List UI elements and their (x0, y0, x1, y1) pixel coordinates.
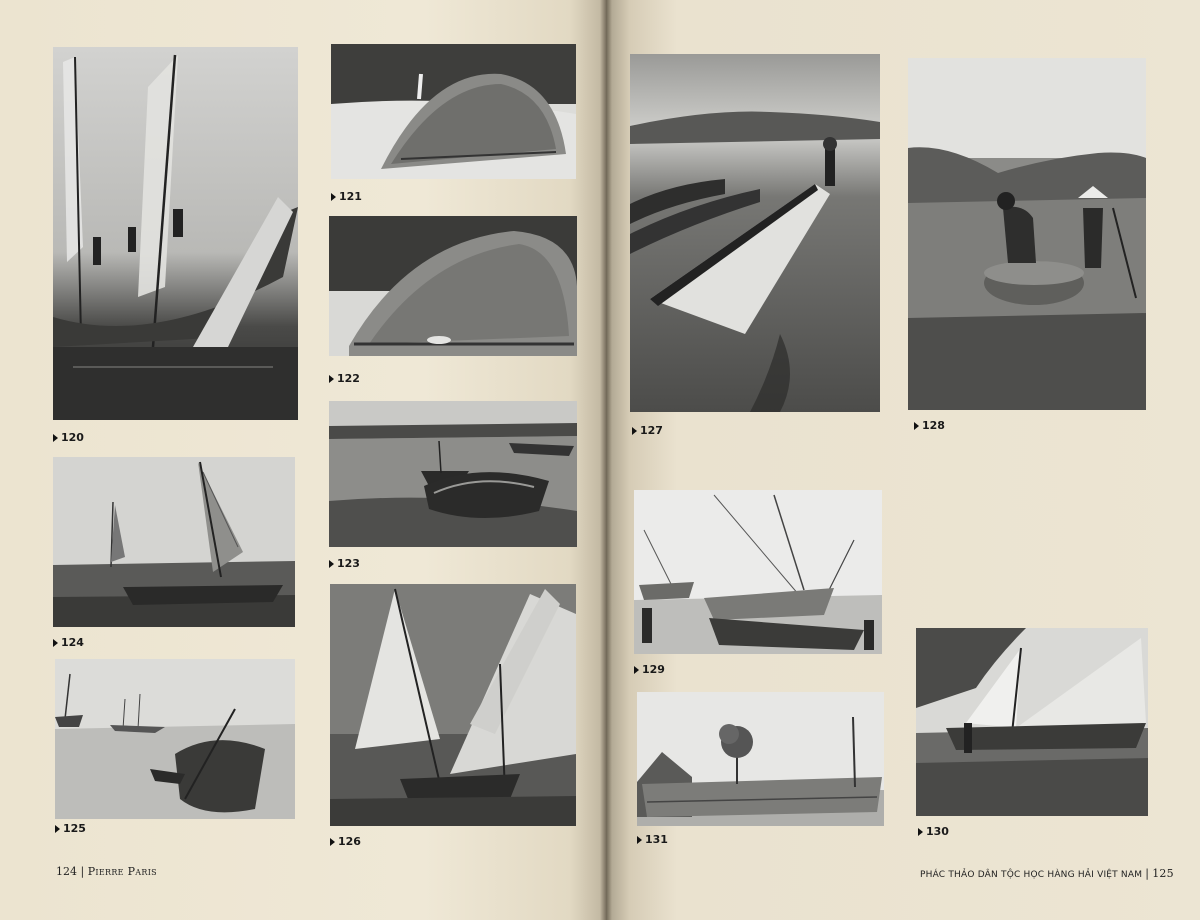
triangle-marker-icon (330, 838, 335, 846)
triangle-marker-icon (918, 828, 923, 836)
figure-number: 123 (337, 557, 360, 570)
photo-126 (330, 584, 576, 826)
photo-122 (329, 216, 577, 356)
triangle-marker-icon (331, 193, 336, 201)
photo-121 (331, 44, 576, 179)
triangle-marker-icon (55, 825, 60, 833)
photo-123 (329, 401, 577, 547)
figure-label-124 (53, 636, 84, 649)
photo-124 (53, 457, 295, 627)
figure-number: 125 (63, 822, 86, 835)
book-gutter (600, 0, 612, 920)
photo-127 (630, 54, 880, 412)
triangle-marker-icon (329, 375, 334, 383)
photo-129 (634, 490, 882, 654)
photo-120 (53, 47, 298, 420)
figure-number: 129 (642, 663, 665, 676)
figure-number: 127 (640, 424, 663, 437)
figure-label-120 (53, 431, 84, 444)
book-title: PHÁC THẢO DÂN TỘC HỌC HÀNG HẢI VIỆT NAM (920, 870, 1143, 880)
page-number-right: 125 (1152, 867, 1174, 880)
figure-label-121 (331, 190, 362, 203)
figure-label-125 (55, 822, 86, 835)
triangle-marker-icon (53, 639, 58, 647)
photo-131 (637, 692, 884, 826)
figure-number: 121 (339, 190, 362, 203)
photo-130 (916, 628, 1148, 816)
figure-label-123 (329, 557, 360, 570)
triangle-marker-icon (632, 427, 637, 435)
figure-label-126 (330, 835, 361, 848)
figure-label-129 (634, 663, 665, 676)
figure-number: 124 (61, 636, 84, 649)
triangle-marker-icon (53, 434, 58, 442)
figure-label-128 (914, 419, 945, 432)
figure-number: 130 (926, 825, 949, 838)
figure-number: 128 (922, 419, 945, 432)
figure-number: 126 (338, 835, 361, 848)
photo-125 (55, 659, 295, 819)
figure-number: 131 (645, 833, 668, 846)
footer-left (56, 865, 157, 878)
page-number-left: 124 (56, 865, 77, 878)
author-name: Pierre Paris (87, 865, 157, 878)
triangle-marker-icon (914, 422, 919, 430)
figure-label-122 (329, 372, 360, 385)
footer-right (920, 867, 1174, 880)
triangle-marker-icon (637, 836, 642, 844)
figure-number: 122 (337, 372, 360, 385)
figure-number: 120 (61, 431, 84, 444)
figure-label-127 (632, 424, 663, 437)
footer-separator: | (80, 865, 85, 878)
photo-128 (908, 58, 1146, 410)
figure-label-131 (637, 833, 668, 846)
triangle-marker-icon (329, 560, 334, 568)
figure-label-130 (918, 825, 949, 838)
triangle-marker-icon (634, 666, 639, 674)
footer-separator: | (1145, 867, 1150, 880)
